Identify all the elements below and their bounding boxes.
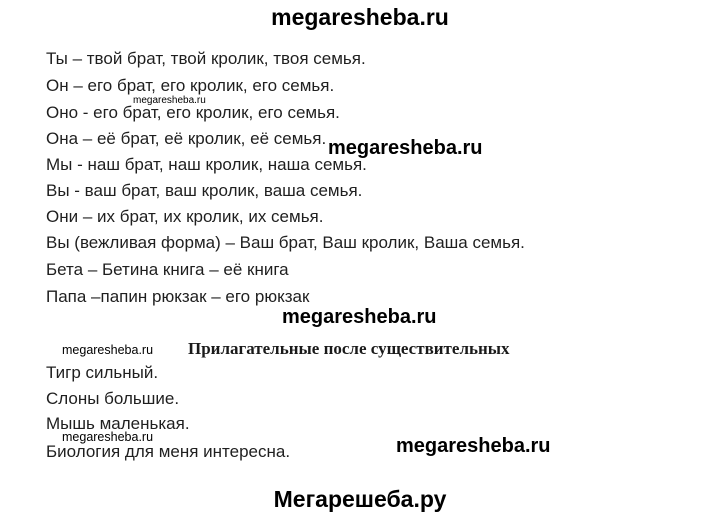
watermark-right-1: megaresheba.ru [328,137,483,159]
watermark-top: megaresheba.ru [271,4,449,30]
pronoun-line: Мы - наш брат, наш кролик, наша семья. [46,155,367,174]
pronoun-line: Бета – Бетина книга – её книга [46,260,289,279]
watermark-center: megaresheba.ru [282,306,437,328]
pronoun-line: Папа –папин рюкзак – его рюкзак [46,287,310,306]
adjective-line: Биология для меня интересна. [46,442,291,461]
footer-watermark: Мегарешеба.ру [273,486,447,512]
pronoun-line: Вы (вежливая форма) – Ваш брат, Ваш кролик, Ваша семья. [46,233,525,252]
watermark-tiny: megaresheba.ru [133,95,206,106]
adjective-line: Мышь маленькая. [46,414,190,433]
section-heading: Прилагательные после существительных [188,339,510,358]
watermark-right-2: megaresheba.ru [396,435,551,457]
pronoun-line: Ты – твой брат, твой кролик, твоя семья. [46,49,366,68]
pronoun-line: Оно - его брат, его кролик, его семья. [46,103,340,122]
pronoun-line: Вы - ваш брат, ваш кролик, ваша семья. [46,181,363,200]
adjective-line: Слоны большие. [46,389,180,408]
pronoun-line: Они – их брат, их кролик, их семья. [46,207,324,226]
watermark-left-1: megaresheba.ru [62,343,154,357]
pronoun-line: Она – её брат, её кролик, её семья. [46,129,327,148]
watermark-left-2: megaresheba.ru [62,430,154,444]
adjective-line: Тигр сильный. [46,363,159,382]
pronoun-line: Он – его брат, его кролик, его семья. [46,76,335,95]
